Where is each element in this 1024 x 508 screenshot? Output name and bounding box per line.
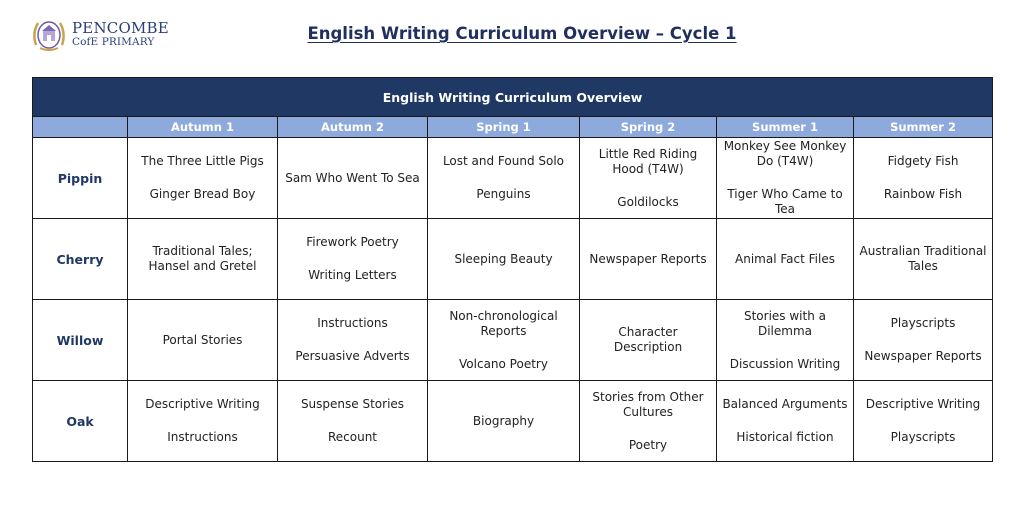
writing-unit: Descriptive Writing	[865, 397, 981, 411]
curriculum-cell	[580, 219, 717, 300]
writing-unit: Playscripts	[890, 430, 956, 444]
writing-unit: Stories with a Dilemma	[743, 308, 826, 338]
writing-unit: Suspense Stories	[300, 397, 405, 411]
writing-unit: Monkey See Monkey Do (T4W)	[723, 139, 847, 168]
curriculum-table	[32, 77, 993, 462]
writing-unit: Portal Stories	[162, 332, 243, 347]
writing-unit: Ginger Bread Boy	[149, 187, 256, 201]
curriculum-cell	[854, 138, 993, 219]
class-name-label: Cherry	[33, 219, 128, 300]
curriculum-cell	[854, 219, 993, 300]
curriculum-cell	[278, 381, 428, 462]
term-header: Summer 1	[717, 117, 854, 138]
writing-unit: Goldilocks	[617, 194, 679, 209]
writing-unit: Stories from Other Cultures	[592, 389, 704, 419]
table-row	[33, 219, 993, 300]
writing-unit: Writing Letters	[308, 268, 397, 282]
class-name-label: Oak	[33, 381, 128, 462]
curriculum-cell	[428, 138, 580, 219]
writing-unit: Descriptive Writing	[145, 397, 260, 411]
term-header: Autumn 1	[128, 117, 278, 138]
writing-unit: Non-chronological Reports	[449, 308, 558, 338]
logo-school-subtitle: CofE PRIMARY	[72, 35, 155, 48]
table-banner: English Writing Curriculum Overview	[33, 78, 993, 117]
curriculum-cell	[428, 300, 580, 381]
writing-unit: Tiger Who Came to Tea	[727, 187, 843, 216]
curriculum-cell	[580, 381, 717, 462]
curriculum-cell	[428, 381, 580, 462]
table-row	[33, 300, 993, 381]
writing-unit: Persuasive Adverts	[295, 349, 410, 363]
curriculum-cell	[580, 138, 717, 219]
writing-unit: The Three Little Pigs	[141, 154, 264, 168]
writing-unit: Firework Poetry	[306, 235, 399, 249]
writing-unit: Sleeping Beauty	[454, 251, 553, 266]
table-row	[33, 138, 993, 219]
term-header: Summer 2	[854, 117, 993, 138]
curriculum-cell	[717, 381, 854, 462]
writing-unit: Instructions	[317, 316, 388, 330]
writing-unit: Volcano Poetry	[459, 356, 548, 371]
table-row	[33, 381, 993, 462]
class-name-label: Pippin	[33, 138, 128, 219]
curriculum-cell	[128, 300, 278, 381]
writing-unit: Australian Traditional Tales	[859, 244, 987, 273]
term-header: Autumn 2	[278, 117, 428, 138]
writing-unit: Animal Fact Files	[735, 251, 835, 266]
writing-unit: Poetry	[628, 437, 668, 452]
writing-unit: Rainbow Fish	[883, 187, 963, 201]
writing-unit: Historical fiction	[736, 430, 834, 444]
writing-unit: Fidgety Fish	[887, 154, 959, 168]
curriculum-cell	[128, 138, 278, 219]
curriculum-cell	[278, 138, 428, 219]
term-header-blank	[33, 117, 128, 138]
writing-unit: Recount	[327, 430, 378, 444]
curriculum-cell	[854, 381, 993, 462]
writing-unit: Penguins	[476, 187, 531, 201]
logo-school-name: PENCOMBE	[72, 18, 169, 37]
page-title: English Writing Curriculum Overview – Cycle 1	[307, 24, 737, 43]
writing-unit: Newspaper Reports	[589, 251, 707, 266]
writing-unit: Balanced Arguments	[722, 397, 848, 411]
class-name-label: Willow	[33, 300, 128, 381]
curriculum-cell	[580, 300, 717, 381]
curriculum-cell	[278, 300, 428, 381]
term-header: Spring 1	[428, 117, 580, 138]
writing-unit: Newspaper Reports	[864, 349, 982, 363]
curriculum-cell	[717, 138, 854, 219]
writing-unit: Discussion Writing	[729, 356, 841, 371]
writing-unit: Character Description	[613, 325, 683, 354]
writing-unit: Sam Who Went To Sea	[285, 170, 420, 185]
writing-unit: Traditional Tales; Hansel and Gretel	[148, 244, 257, 273]
curriculum-cell	[128, 219, 278, 300]
curriculum-cell	[717, 219, 854, 300]
curriculum-cell	[717, 300, 854, 381]
writing-unit: Little Red Riding Hood (T4W)	[598, 146, 698, 176]
writing-unit: Lost and Found Solo	[442, 154, 565, 168]
writing-unit: Biography	[472, 413, 535, 428]
writing-unit: Playscripts	[890, 316, 956, 330]
curriculum-cell	[854, 300, 993, 381]
curriculum-cell	[278, 219, 428, 300]
writing-unit: Instructions	[167, 430, 238, 444]
curriculum-cell	[128, 381, 278, 462]
term-header: Spring 2	[580, 117, 717, 138]
curriculum-cell	[428, 219, 580, 300]
